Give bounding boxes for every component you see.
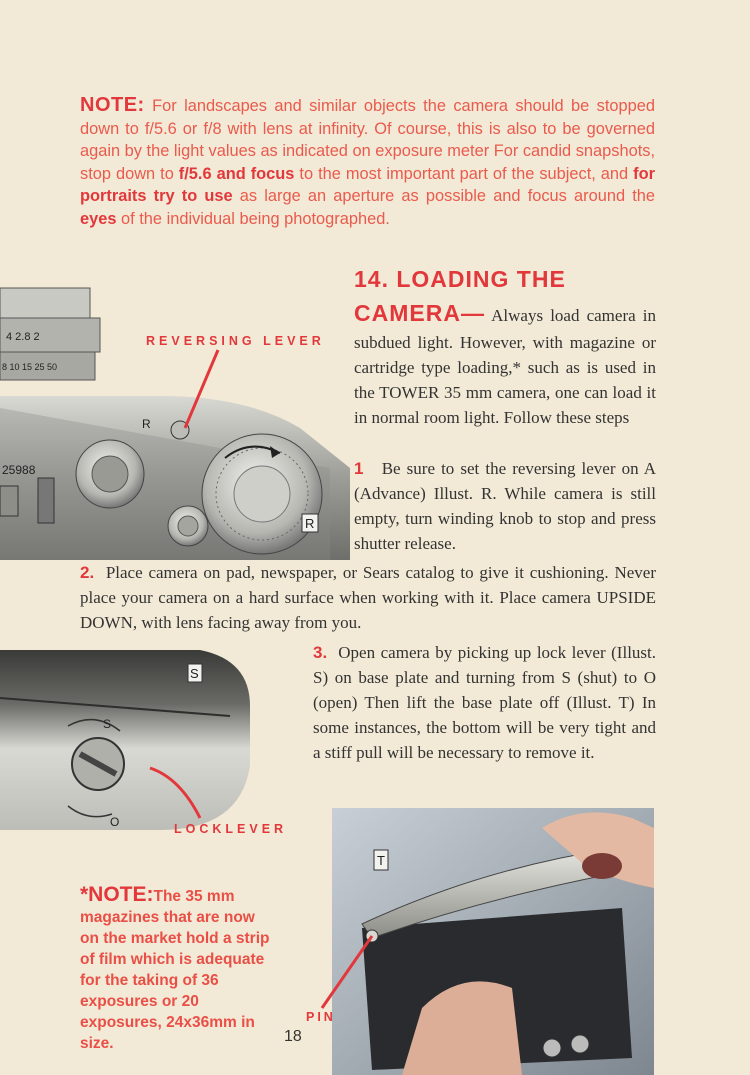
step-3-text: Open camera by picking up lock lever (Illust. S) on base plate and turning from S (shut) to O (open) Then lift the base plate off (Illust. T) In some instances, the bottom will be very tight and a stiff pull will be necessary to remove it. [313, 643, 657, 762]
step-3 [313, 640, 656, 765]
note-bold-1: f/5.6 and focus [178, 164, 295, 183]
serial-number: 25988 [2, 463, 36, 477]
dial-s-label: S [103, 717, 112, 731]
camera-base [0, 650, 250, 830]
illust-r-label: R [305, 516, 315, 531]
callout-lock-lever: LOCKLEVER [174, 822, 288, 836]
svg-text:8 10 15 25 50: 8 10 15 25 50 [2, 362, 58, 372]
section-loading-camera [354, 262, 656, 430]
illustration-base-plate [332, 808, 654, 1075]
note-text-1: For landscapes and similar objects the camera should be stopped down to f/5.6 or f/8 with lens at infinity. Of course, this is also to be governed again by the light values as indicated on exposure meter For candid snapshots, stop down to [80, 97, 655, 183]
svg-text:4 2.8 2: 4 2.8 2 [6, 331, 40, 343]
illustration-lock-lever [0, 646, 270, 830]
note-bottom [80, 884, 276, 1054]
dial-o-label: O [110, 815, 120, 829]
note-bold-3: eyes [80, 209, 117, 228]
step-3-number: 3. [313, 643, 328, 662]
illustration-camera-top [0, 278, 352, 560]
step-1 [354, 456, 656, 556]
note-text-4: of the individual being photographed. [116, 209, 390, 228]
note-label: NOTE: [80, 94, 145, 116]
note-bold-2: for portraits try to use [80, 164, 655, 206]
callout-reversing-lever: REVERSING LEVER [146, 334, 325, 348]
note-text-3: as large an aperture as possible and focus around the [232, 187, 656, 206]
note-bottom-label: *NOTE: [80, 883, 154, 906]
page-number: 18 [284, 1028, 302, 1045]
step-2-number: 2. [80, 563, 95, 582]
step-1-number: 1 [354, 459, 364, 478]
lens-ring [0, 288, 90, 318]
illust-s-label: S [190, 666, 199, 681]
section-intro: Always load camera in subdued light. However, with magazine or cartridge type loading,* such as is used in the TOWER 35 mm camera, one can load it in normal room light. Follow these steps [354, 306, 656, 427]
section-heading: 14. LOADING THE [354, 266, 566, 292]
step-2 [80, 560, 656, 635]
fingernail [582, 853, 622, 879]
svg-text:R: R [142, 417, 151, 431]
note-top [80, 94, 655, 231]
step-1-text: Be sure to set the reversing lever on A (Advance) Illust. R. While camera is still empty, turn winding knob to stop and press shutter release. [354, 459, 657, 553]
illust-t-label: T [377, 853, 385, 868]
callout-pin: PIN [306, 1010, 336, 1024]
note-bottom-text: The 35 mm magazines that are now on the market hold a strip of film which is adequate for the taking of 36 exposures or 20 exposures, 24x36mm in size. [80, 888, 270, 1052]
step-2-text: Place camera on pad, newspaper, or Sears catalog to give it cushioning. Never place your camera on a hard surface when working with it. Place camera UPSIDE DOWN, with lens facing away from you. [80, 563, 656, 632]
note-text-2: to the most important part of the subject, and [294, 164, 634, 183]
section-heading-2: CAMERA— [354, 300, 485, 326]
